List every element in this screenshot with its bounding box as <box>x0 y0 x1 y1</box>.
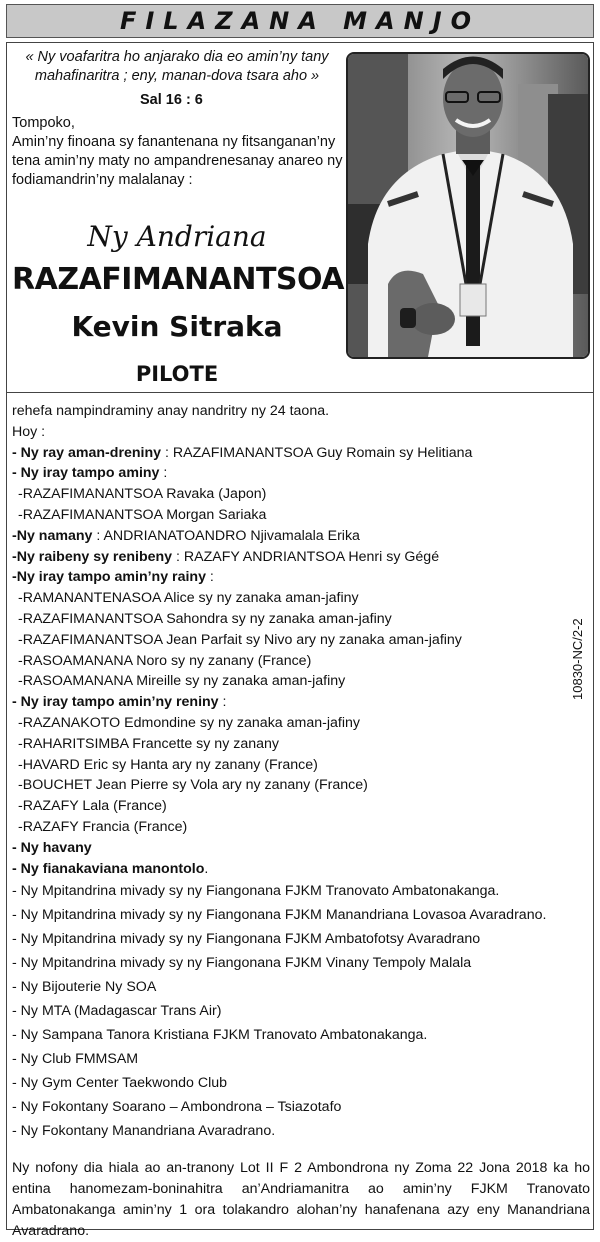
family-row-text: : <box>159 465 168 482</box>
family-row-label: - Ny fianakaviana manontolo <box>12 860 205 877</box>
institution-item: - Ny Fokontany Soarano – Ambondrona – Tsiazotafo <box>12 1099 342 1116</box>
family-row-text: -HAVARD Eric sy Hanta ary ny zanany (France) <box>18 756 318 773</box>
family-row-text: -RAZAFIMANANTSOA Sahondra sy ny zanaka aman-jafiny <box>18 610 392 627</box>
family-row-text: -RAZAFIMANANTSOA Ravaka (Japon) <box>18 486 267 503</box>
bible-verse: « Ny voafaritra ho anjarako dia eo amin’ny tany mahafinaritra ; eny, manan-dova tsara aho » <box>25 49 329 84</box>
deceased-given-names: Kevin Sitraka <box>71 310 283 343</box>
hoy-line: Hoy : <box>12 423 46 440</box>
family-row-label: - Ny iray tampo aminy <box>12 465 160 482</box>
family-row-text: : <box>205 569 214 586</box>
pilot-portrait-image <box>348 54 588 357</box>
deceased-prefix: Ny Andriana <box>87 220 267 253</box>
family-row <box>12 567 582 588</box>
family-row-text: -RAMANANTENASOA Alice sy ny zanaka aman-jafiny <box>18 590 359 607</box>
institution-item: - Ny MTA (Madagascar Trans Air) <box>12 1003 222 1020</box>
family-row <box>12 547 582 568</box>
institution-item: - Ny Bijouterie Ny SOA <box>12 979 157 996</box>
family-row-label: -Ny iray tampo amin’ny rainy <box>12 569 206 586</box>
institution-item: - Ny Mpitandrina mivady sy ny Fiangonana FJKM Vinany Tempoly Malala <box>12 955 472 972</box>
family-row-label: - Ny havany <box>12 839 92 856</box>
family-list <box>12 443 582 880</box>
family-row <box>12 838 582 859</box>
institution-item: - Ny Club FMMSAM <box>12 1051 139 1068</box>
family-row <box>12 859 582 880</box>
family-row <box>12 443 582 464</box>
institution-item: - Ny Mpitandrina mivady sy ny Fiangonana FJKM Ambatofotsy Avaradrano <box>12 931 481 948</box>
family-row-text: -RAHARITSIMBA Francette sy ny zanany <box>18 735 279 752</box>
portrait-photo <box>346 52 590 359</box>
family-row <box>12 630 582 651</box>
reference-code: 10830-NC/2-2 <box>570 618 585 700</box>
announcement-body <box>12 401 582 1143</box>
family-row <box>12 588 582 609</box>
institution-item: - Ny Sampana Tanora Kristiana FJKM Tranovato Ambatonakanga. <box>12 1027 428 1044</box>
institution-item: - Ny Fokontany Manandriana Avaradrano. <box>12 1123 276 1140</box>
family-row <box>12 463 582 484</box>
family-row-text: : ANDRIANATOANDRO Njivamalala Erika <box>92 527 360 544</box>
family-row-text: . <box>204 860 209 877</box>
family-row <box>12 755 582 776</box>
family-row <box>12 734 582 755</box>
family-row-text: : RAZAFIMANANTSOA Guy Romain sy Helitiana <box>161 444 473 461</box>
family-row-text: : <box>218 694 227 711</box>
family-row <box>12 692 582 713</box>
family-row <box>12 484 582 505</box>
greeting: Tompoko, <box>12 115 75 131</box>
closing-paragraph: Ny nofony dia hiala ao an-tranony Lot II F 2 Ambondrona ny Zoma 22 Jona 2018 ka ho entina hanomezam-boninahitra an’Andriamanitra ao amin’ny FJKM Tranovato Ambatonakanga amin’ny 1 ora tolakandro alohan’ny hanafenana azy eny Manandriana Avaradrano. <box>12 1160 590 1239</box>
family-row-text: -RAZAFY Francia (France) <box>18 818 188 835</box>
institution-list <box>12 879 582 1143</box>
institution-item: - Ny Gym Center Taekwondo Club <box>12 1075 227 1092</box>
family-row <box>12 505 582 526</box>
deceased-title: PILOTE <box>135 362 219 386</box>
family-row <box>12 713 582 734</box>
family-row-text: -RAZAFY Lala (France) <box>18 798 167 815</box>
family-row <box>12 796 582 817</box>
institution-item: - Ny Mpitandrina mivady sy ny Fiangonana FJKM Manandriana Lovasoa Avaradrano. <box>12 907 547 924</box>
family-row-label: -Ny raibeny sy renibeny <box>12 548 173 565</box>
family-row <box>12 775 582 796</box>
intro-text: Amin’ny finoana sy fanantenana ny fitsanganan’ny tena amin’ny maty no ampandrenesanay anareo ny fodiamandrin’ny malalanay : <box>12 134 343 188</box>
family-row <box>12 526 582 547</box>
family-row-text: -RAZANAKOTO Edmondine sy ny zanaka aman-jafiny <box>18 714 360 731</box>
age-line: rehefa nampindraminy anay nandritry ny 24 taona. <box>12 403 330 419</box>
verse-reference: Sal 16 : 6 <box>140 92 203 108</box>
family-row-text: -RAZAFIMANANTSOA Morgan Sariaka <box>18 506 267 523</box>
section-divider <box>6 392 594 393</box>
family-row-text: -RASOAMANANA Noro sy ny zanany (France) <box>18 652 312 669</box>
intro-block <box>12 114 347 190</box>
family-row-text: : RAZAFY ANDRIANTSOA Henri sy Gégé <box>172 548 440 565</box>
institution-item: - Ny Mpitandrina mivady sy ny Fiangonana FJKM Tranovato Ambatonakanga. <box>12 883 500 900</box>
family-row-text: -BOUCHET Jean Pierre sy Vola ary ny zanany (France) <box>18 777 368 794</box>
header-title: FILAZANA MANJO <box>119 7 481 35</box>
family-row-text: -RASOAMANANA Mireille sy ny zanaka aman-jafiny <box>18 673 346 690</box>
deceased-surname: RAZAFIMANANTSOA <box>12 262 344 297</box>
family-row <box>12 671 582 692</box>
family-row-label: -Ny namany <box>12 527 93 544</box>
family-row <box>12 609 582 630</box>
family-row-text: -RAZAFIMANANTSOA Jean Parfait sy Nivo ary ny zanaka aman-jafiny <box>18 631 462 648</box>
family-row-label: - Ny iray tampo amin’ny reniny <box>12 694 219 711</box>
page-header <box>6 4 594 38</box>
family-row <box>12 817 582 838</box>
family-row <box>12 651 582 672</box>
family-row-label: - Ny ray aman-dreniny <box>12 444 162 461</box>
